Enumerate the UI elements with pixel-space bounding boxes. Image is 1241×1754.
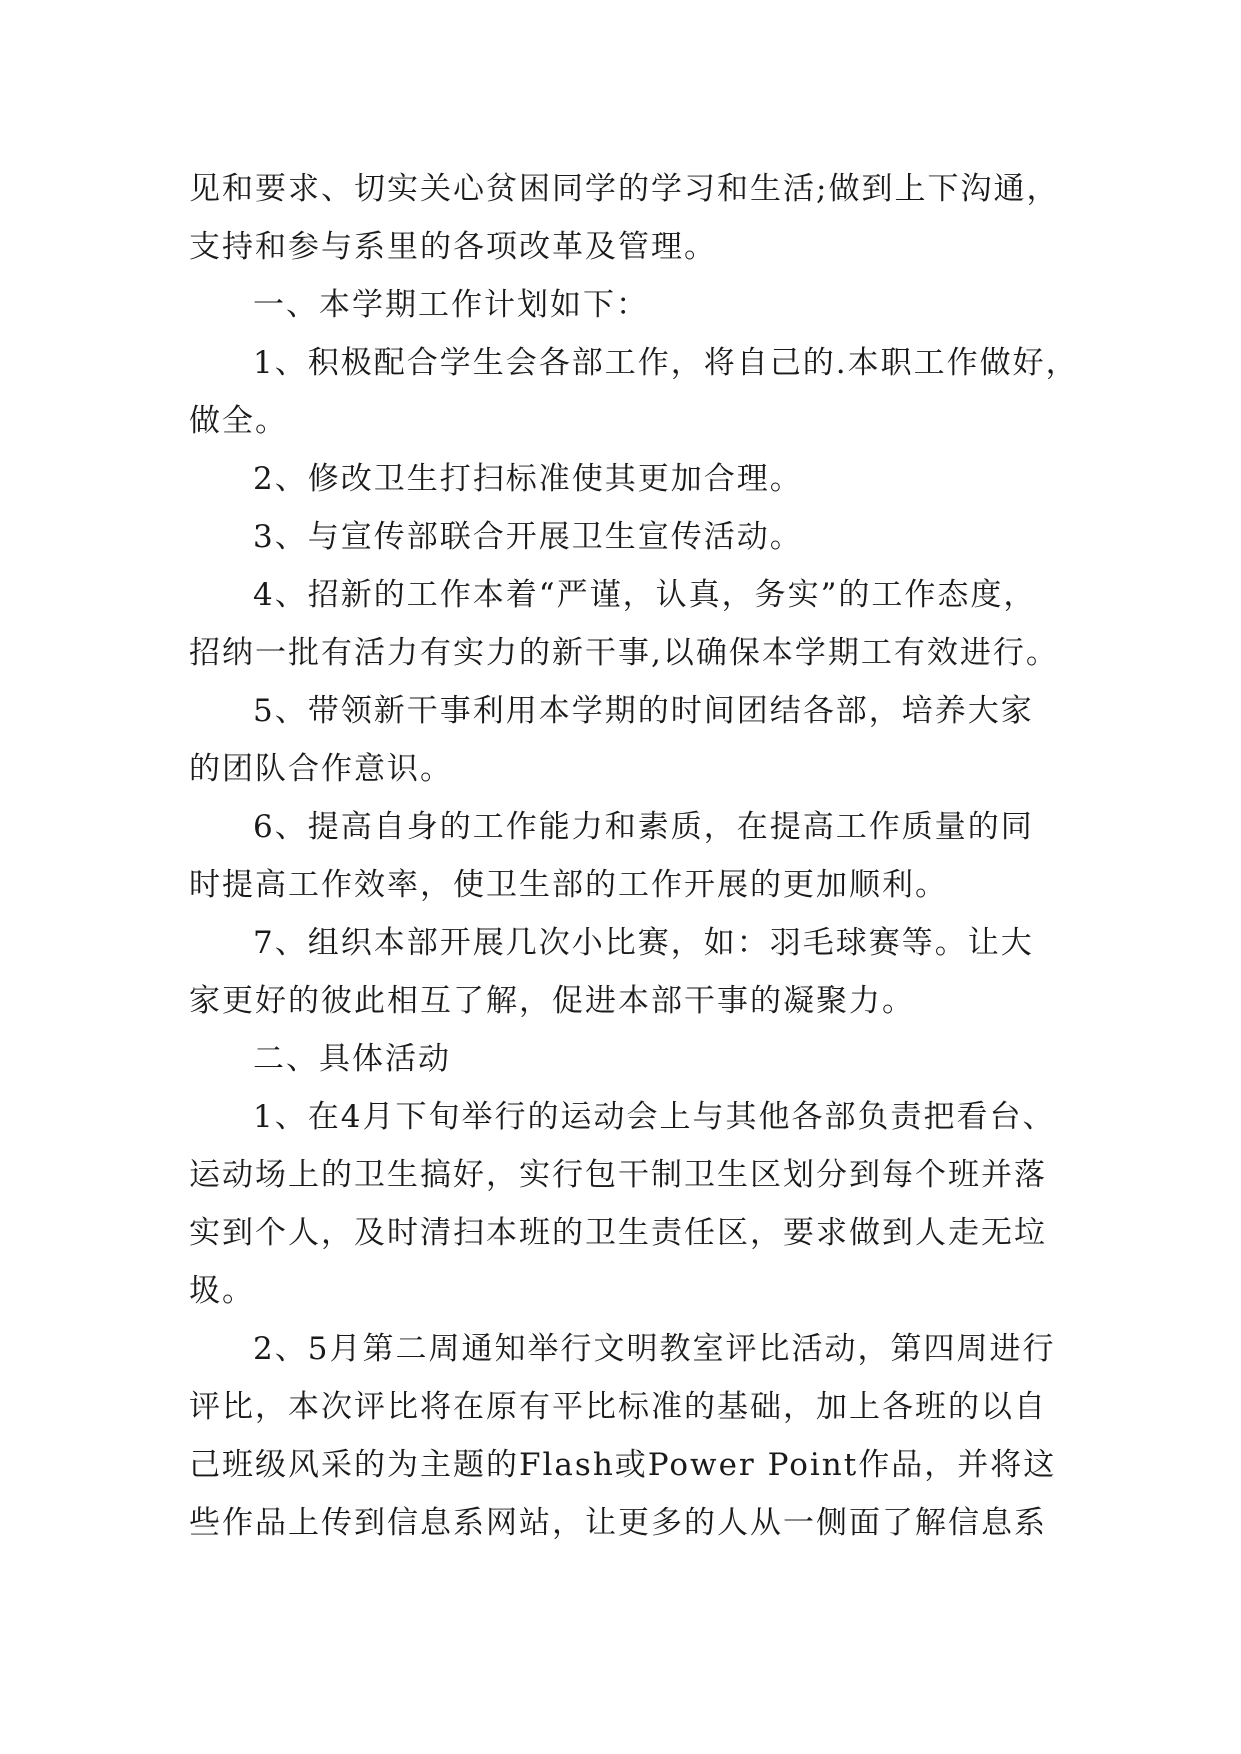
text-line: 运动场上的卫生搞好，实行包干制卫生区划分到每个班并落 (189, 1157, 1047, 1193)
text-line: 6、提高自身的工作能力和素质，在提高工作质量的同 (253, 809, 1034, 845)
text-line: 做全。 (189, 403, 288, 439)
text-line: 4、招新的工作本着“严谨，认真，务实”的工作态度， (253, 577, 1037, 613)
text-line: 一、本学期工作计划如下： (253, 287, 649, 323)
text-line: 3、与宣传部联合开展卫生宣传活动。 (253, 519, 803, 555)
text-line: 圾。 (189, 1273, 255, 1309)
text-line: 二、具体活动 (253, 1041, 451, 1077)
text-line: 些作品上传到信息系网站，让更多的人从一侧面了解信息系 (189, 1505, 1047, 1541)
text-line: 见和要求、切实关心贫困同学的学习和生活;做到上下沟通， (189, 171, 1060, 207)
text-line: 时提高工作效率，使卫生部的工作开展的更加顺利。 (189, 867, 948, 903)
text-line: 5、带领新干事利用本学期的时间团结各部，培养大家 (253, 693, 1034, 729)
text-line: 的团队合作意识。 (189, 751, 453, 787)
text-line: 2、修改卫生打扫标准使其更加合理。 (253, 461, 803, 497)
body-text (189, 160, 1079, 1552)
text-line: 己班级风采的为主题的Flash或Power Point作品，并将这 (189, 1447, 1057, 1483)
text-line: 1、积极配合学生会各部工作，将自己的.本职工作做好， (253, 345, 1079, 381)
text-line: 家更好的彼此相互了解，促进本部干事的凝聚力。 (189, 983, 915, 1019)
text-line: 评比，本次评比将在原有平比标准的基础，加上各班的以自 (189, 1389, 1047, 1425)
text-line: 支持和参与系里的各项改革及管理。 (189, 229, 717, 265)
text-line: 招纳一批有活力有实力的新干事,以确保本学期工有效进行。 (189, 635, 1059, 671)
text-line: 实到个人，及时清扫本班的卫生责任区，要求做到人走无垃 (189, 1215, 1047, 1251)
text-line: 1、在4月下旬举行的运动会上与其他各部负责把看台、 (253, 1099, 1056, 1135)
text-line: 2、5月第二周通知举行文明教室评比活动，第四周进行 (253, 1331, 1056, 1367)
text-line: 7、组织本部开展几次小比赛，如：羽毛球赛等。让大 (253, 925, 1034, 961)
